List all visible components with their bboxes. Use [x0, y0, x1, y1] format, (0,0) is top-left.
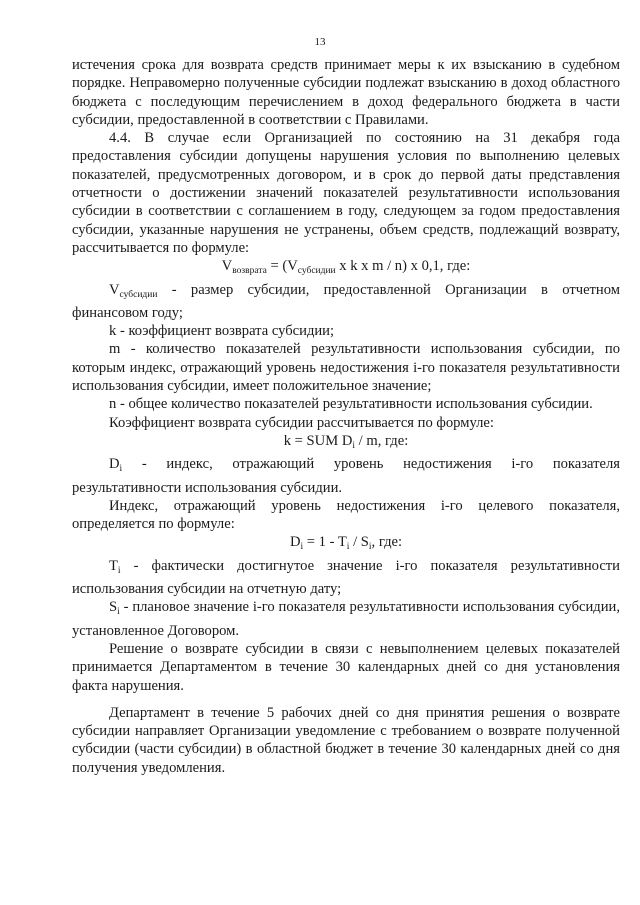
formula-vs-subscript: субсидии: [297, 266, 336, 277]
page-number: 13: [314, 36, 326, 48]
def-t-text: - фактически достигнутое значение i-го показателя результативности использования субсидии на отчетную дату;: [72, 557, 620, 598]
def-s-symbol: S: [109, 599, 118, 616]
definition-m: m - количество показателей результативности использования субсидии, по которым индекс, отражающий уровень недостижения i-го показателя результативности использования субсидии, имеет положительное значение;: [72, 341, 620, 395]
def-v-text: - размер субсидии, предоставленной Организации в отчетном финансовом году;: [72, 281, 620, 321]
paragraph-gap: [72, 695, 620, 704]
def-s-subscript: i: [117, 607, 120, 618]
def-d-symbol: D: [109, 456, 120, 473]
def-s-text: - плановое значение i-го показателя результативности использования субсидии, установленное Договором.: [72, 599, 620, 639]
def-t-symbol: T: [109, 557, 118, 574]
definition-k: k - коэффициент возврата субсидии;: [109, 323, 335, 340]
def-v-subscript: субсидии: [119, 289, 158, 300]
formula-v-subscript: возврата: [232, 266, 267, 277]
paragraph-k-intro: Коэффициент возврата субсидии рассчитывается по формуле:: [109, 414, 494, 431]
formula-s-subscript: i: [368, 542, 372, 553]
definition-n: n - общее количество показателей результативности использования субсидии.: [109, 396, 593, 413]
paragraph-notice: Департамент в течение 5 рабочих дней со дня принятия решения о возврате субсидии направляет Организации уведомление с требованием о возврате полученной субсидии (части субсидии) в областной бюджет в течение 30 календарных дней со дня получения уведомления.: [72, 704, 620, 776]
formula-k-subscript: i: [352, 440, 356, 451]
paragraph-consequences: истечения срока для возврата средств принимает меры к их взысканию в судебном порядке. Неправомерно полученные субсидии подлежат взысканию в доход областного бюджета с последующим перечислением в доход федерального бюджета в части субсидии, предоставленной в соответствии с Правилами.: [72, 57, 620, 128]
formula-k-rest: / m, где:: [355, 432, 409, 449]
def-t-subscript: i: [117, 565, 121, 576]
formula-v-symbol: V: [221, 258, 233, 275]
def-d-subscript: i: [119, 464, 123, 475]
formula-return-volume: [72, 257, 620, 280]
formula-d-mid: = 1 - T: [303, 534, 347, 551]
paragraph-decision: Решение о возврате субсидии в связи с невыполнением целевых показателей принимается Департаментом в течение 30 календарных дней со дня установления факта нарушения.: [72, 640, 620, 694]
formula-k-left: k = SUM D: [283, 432, 353, 449]
paragraph-4-4: 4.4. В случае если Организацией по состоянию на 31 декабря года предоставления субсидии допущены нарушения условия по выполнению целевых показателей, предусмотренных договором, и в срок до первой даты представления отчетности о достижении значений показателей результативности использования субсидии в соответствии с соглашением в году, следующем за годом предоставления субсидии, указанные нарушения не устранены, объем средств, подлежащий возврату, рассчитывается по формуле:: [72, 130, 620, 256]
formula-d-subscript: i: [300, 542, 304, 553]
definition-t: [72, 557, 620, 599]
definition-v-subsidy: [72, 281, 620, 323]
def-d-text: - индекс, отражающий уровень недостижения i-го показателя результативности использования субсидии.: [72, 456, 620, 496]
definition-d: [72, 455, 620, 497]
paragraph-d-intro: Индекс, отражающий уровень недостижения i-го целевого показателя, определяется по формуле:: [72, 497, 620, 533]
formula-d-slash: / S: [349, 534, 369, 551]
formula-coefficient: [72, 432, 620, 455]
definition-s: [72, 598, 620, 640]
formula-index: [72, 533, 620, 556]
document-body: [72, 56, 620, 777]
formula-v-mid: = (V: [266, 258, 298, 275]
def-v-symbol: V: [109, 281, 120, 298]
formula-t-subscript: i: [346, 542, 350, 553]
formula-d-rest: , где:: [371, 534, 403, 551]
formula-d-symbol: D: [289, 534, 301, 551]
formula-v-rest: x k x m / n) x 0,1, где:: [335, 258, 471, 275]
